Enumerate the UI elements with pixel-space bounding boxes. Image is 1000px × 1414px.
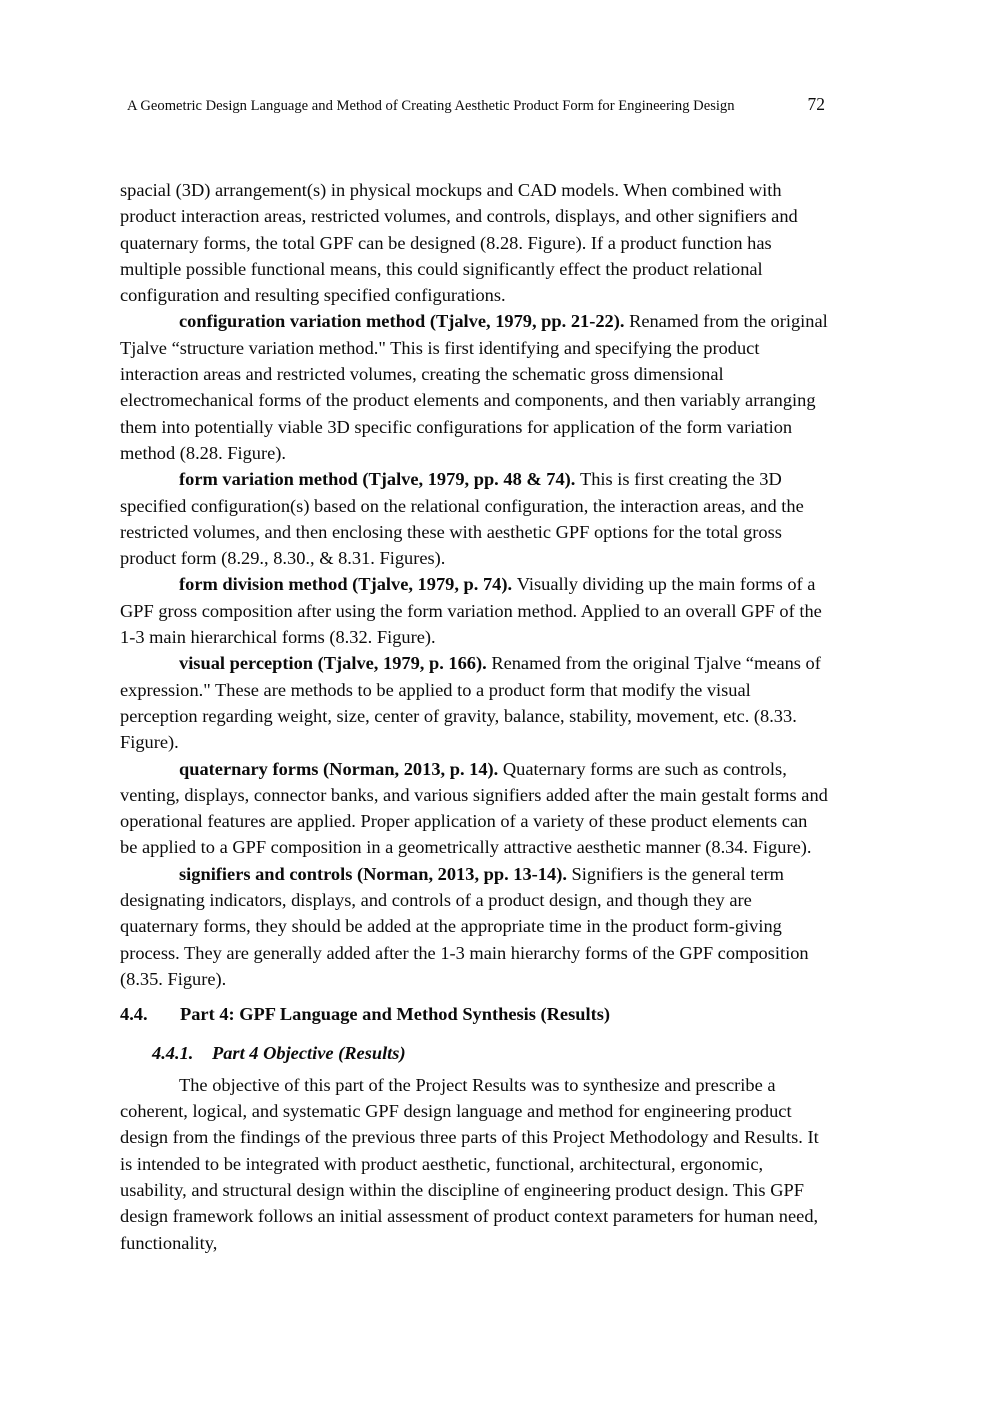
section-heading — [120, 1001, 828, 1027]
paragraph-lead: signifiers and controls (Norman, 2013, pp. 13-14). — [179, 863, 567, 884]
paragraph-lead: visual perception (Tjalve, 1979, p. 166). — [179, 653, 487, 674]
page-number: 72 — [807, 94, 825, 114]
subsection-number: 4.4.1. — [152, 1042, 194, 1063]
section-title: Part 4: GPF Language and Method Synthesis (Results) — [180, 1004, 610, 1025]
paragraph-visual-perception — [120, 650, 828, 755]
paragraph-configuration-variation — [120, 308, 828, 466]
paragraph-text: The objective of this part of the Project Results was to synthesize and prescribe a coherent, logical, and systematic GPF design language and method for engineering product design from the findings of the previous three parts of this Project Methodology and Results. It is intended to be integrated with product aesthetic, functional, architectural, ergonomic, usability, and structural design within the discipline of engineering product design. This GPF design framework follows an initial assessment of product context parameters for human need, functionality, — [120, 1074, 819, 1253]
paragraph-lead: form division method (Tjalve, 1979, p. 74). — [179, 574, 513, 595]
paragraph-text: spacial (3D) arrangement(s) in physical mockups and CAD models. When combined with product interaction areas, restricted volumes, and controls, displays, and other signifiers and quaternary forms, the total GPF can be designed (8.28. Figure). If a product function has multiple possible functional means, this could significantly effect the product relational configuration and resulting specified configurations. — [120, 180, 798, 306]
paragraph-text: Visually dividing up the main forms of a GPF gross composition after using the form variation method. Applied to an overall GPF of the 1-3 main hierarchical forms (8.32. Figure). — [120, 574, 822, 648]
paragraph-objective — [120, 1072, 828, 1256]
running-header — [121, 94, 827, 115]
paragraph-form-variation — [120, 466, 828, 571]
paragraph-lead: configuration variation method (Tjalve, 1979, pp. 21-22). — [179, 311, 625, 332]
paragraph-text: Renamed from the original Tjalve “means of expression." These are methods to be applied to a product form that modify the visual perception regarding weight, size, center of gravity, balance, stability, movement, etc. (8.33. Figure). — [120, 653, 821, 753]
paragraph-text: Quaternary forms are such as controls, venting, displays, connector banks, and various signifiers added after the main gestalt forms and operational features are applied. Proper application of a variety of these product elements can be applied to a GPF composition in a geometrically attractive aesthetic manner (8.34. Figure). — [120, 758, 828, 858]
paragraph-form-division — [120, 571, 828, 650]
subsection-heading — [120, 1040, 828, 1066]
paragraph-continuation — [120, 177, 828, 308]
header-title: A Geometric Design Language and Method of Creating Aesthetic Product Form for Engineering Design — [127, 98, 735, 114]
paragraph-text: This is first creating the 3D specified configuration(s) based on the relational configuration, the interaction areas, and the restricted volumes, and then enclosing these with aesthetic GPF options for the total gross product form (8.29., 8.30., & 8.31. Figures). — [120, 469, 804, 569]
page-body — [120, 177, 828, 1256]
paragraph-text: Signifiers is the general term designating indicators, displays, and controls of a product design, and though they are quaternary forms, they should be added at the appropriate time in the product form-giving process. They are generally added after the 1-3 main hierarchy forms of the GPF composition (8.35. Figure). — [120, 863, 809, 989]
paragraph-lead: quaternary forms (Norman, 2013, p. 14). — [179, 758, 499, 779]
paragraph-text: Renamed from the original Tjalve “structure variation method." This is first identifying and specifying the product interaction areas and restricted volumes, creating the schematic gross dimensional electromechanical forms of the product elements and components, and then variably arranging them into potentially viable 3D specific configurations for application of the form variation method (8.28. Figure). — [120, 311, 828, 463]
subsection-title: Part 4 Objective (Results) — [212, 1042, 406, 1063]
paragraph-signifiers-controls — [120, 861, 828, 992]
paragraph-quaternary-forms — [120, 756, 828, 861]
section-number: 4.4. — [120, 1004, 148, 1025]
paragraph-lead: form variation method (Tjalve, 1979, pp. 48 & 74). — [179, 469, 576, 490]
